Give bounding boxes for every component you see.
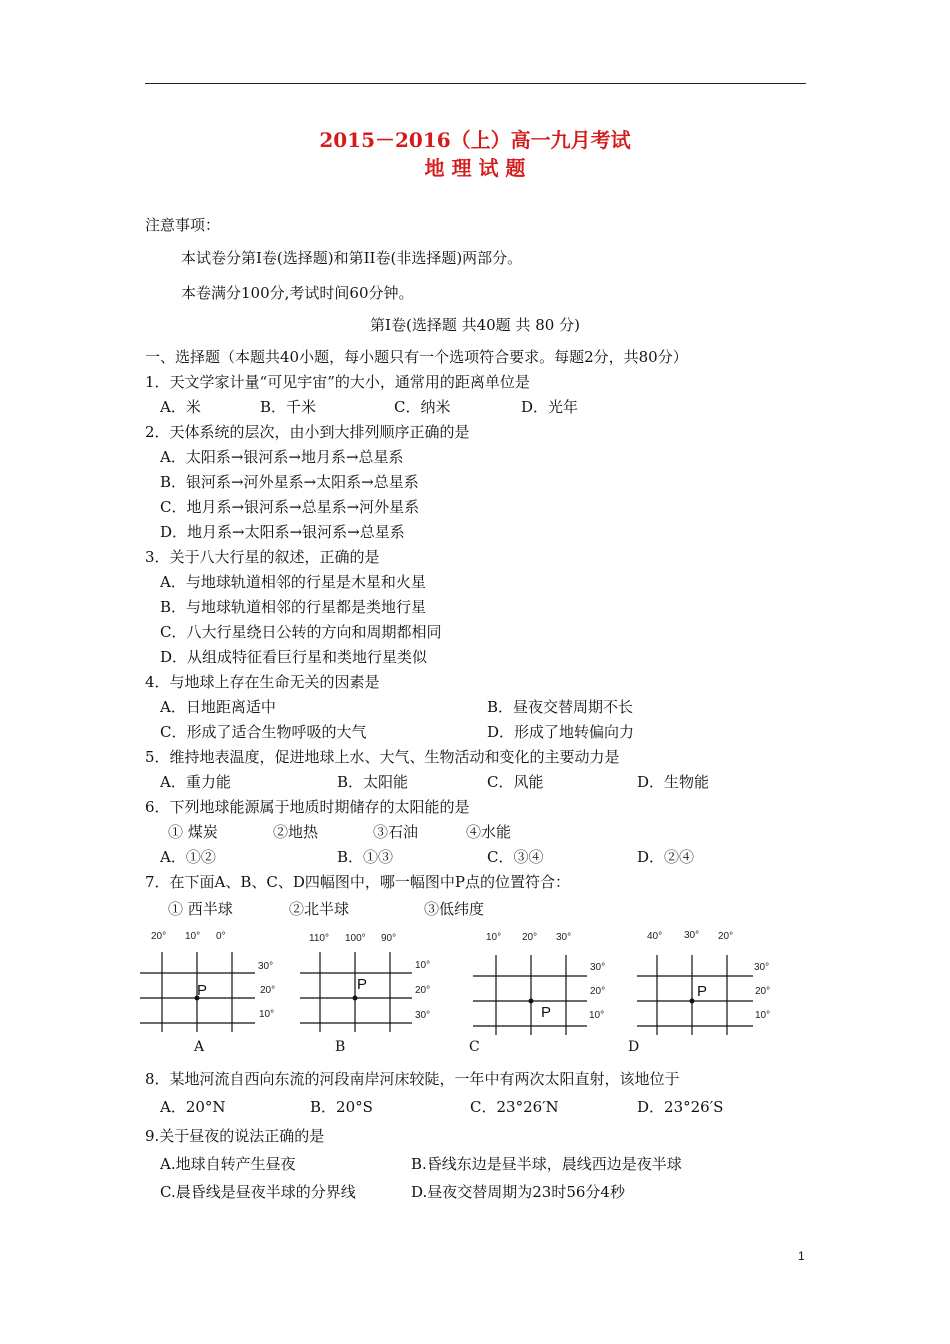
question-2-option-b: B．银河系→河外星系→太阳系→总星系 <box>160 473 419 491</box>
diagram-c-side-label-2: 20° <box>590 986 606 997</box>
diagram-d-label: D <box>628 1039 640 1055</box>
question-5-stem: 5．维持地表温度，促进地球上水、大气、生物活动和变化的主要动力是 <box>145 748 620 766</box>
question-7-item-3: ③低纬度 <box>424 900 485 918</box>
page-number: 1 <box>798 1249 805 1263</box>
notice-heading: 注意事项： <box>145 216 221 234</box>
exam-subject: 地 理 试 题 <box>424 156 526 180</box>
diagram-a-top-label-1: 20° <box>151 931 167 942</box>
question-5-option-d: D．生物能 <box>637 773 710 791</box>
diagram-d-point-label: P <box>697 983 708 1000</box>
diagram-d-side-label-3: 10° <box>755 1010 771 1021</box>
diagram-d-point <box>690 999 695 1004</box>
question-6-option-a: A．①② <box>160 848 216 866</box>
question-8-option-b: B．20°S <box>310 1098 373 1116</box>
diagram-b-point-label: P <box>357 976 368 993</box>
question-2-option-d: D．地月系→太阳系→银河系→总星系 <box>160 523 405 541</box>
diagram-c-top-label-1: 10° <box>486 932 502 943</box>
question-3-option-a: A．与地球轨道相邻的行星是木星和火星 <box>160 573 426 591</box>
question-2-option-a: A．太阳系→银河系→地月系→总星系 <box>160 448 404 466</box>
diagram-c-top-label-2: 20° <box>522 932 538 943</box>
question-5-option-b: B．太阳能 <box>337 773 409 791</box>
question-3-stem: 3．关于八大行星的叙述，正确的是 <box>145 548 380 566</box>
question-7-item-1: ① 西半球 <box>168 900 233 918</box>
question-6-item-2: ②地热 <box>273 823 319 841</box>
question-4-option-d: D．形成了地转偏向力 <box>487 723 635 741</box>
diagram-b-top-label-2: 100° <box>345 933 366 944</box>
question-4-option-a: A．日地距离适中 <box>160 698 276 716</box>
diagram-c-label: C <box>469 1039 480 1055</box>
question-6-option-b: B．①③ <box>337 848 394 866</box>
question-7-item-2: ②北半球 <box>289 900 350 918</box>
question-5-option-c: C．风能 <box>487 773 544 791</box>
exam-title: 2015－2016（上）高一九月考试 <box>319 128 631 152</box>
question-6-item-3: ③石油 <box>373 823 419 841</box>
diagram-d-side-label-2: 20° <box>755 986 771 997</box>
question-8-stem: 8．某地河流自西向东流的河段南岸河床较陡，一年中有两次太阳直射，该地位于 <box>145 1070 680 1088</box>
diagram-a-side-label-2: 20° <box>260 985 276 996</box>
question-9-option-c: C.晨昏线是昼夜半球的分界线 <box>160 1183 356 1201</box>
question-3-option-c: C．八大行星绕日公转的方向和周期都相同 <box>160 623 442 641</box>
diagram-b-side-label-1: 10° <box>415 960 431 971</box>
diagram-c-point-label: P <box>541 1004 552 1021</box>
question-6-item-1: ① 煤炭 <box>168 823 218 841</box>
diagram-b-side-label-2: 20° <box>415 985 431 996</box>
question-2-stem: 2．天体系统的层次，由小到大排列顺序正确的是 <box>145 423 470 441</box>
notice-line-1: 本试卷分第Ⅰ卷(选择题)和第II卷(非选择题)两部分。 <box>181 249 523 267</box>
question-1-option-b: B．千米 <box>260 398 317 416</box>
diagram-b-side-label-3: 30° <box>415 1010 431 1021</box>
diagram-d-top-label-2: 30° <box>684 930 700 941</box>
diagram-b-point <box>353 996 358 1001</box>
diagram-a-side-label-1: 30° <box>258 961 274 972</box>
question-1-option-c: C．纳米 <box>394 398 451 416</box>
section-title: 第Ⅰ卷(选择题 共40题 共 80 分) <box>370 316 580 334</box>
diagram-c-side-label-3: 10° <box>589 1010 605 1021</box>
question-4-stem: 4．与地球上存在生命无关的因素是 <box>145 673 380 691</box>
diagram-d-top-label-3: 20° <box>718 931 734 942</box>
header-rule <box>145 83 806 84</box>
diagram-c-side-label-1: 30° <box>590 962 606 973</box>
question-1-option-a: A．米 <box>160 398 201 416</box>
diagram-c-point <box>529 999 534 1004</box>
question-3-option-d: D．从组成特征看巨行星和类地行星类似 <box>160 648 428 666</box>
diagram-a-label: A <box>194 1039 205 1055</box>
question-3-option-b: B．与地球轨道相邻的行星都是类地行星 <box>160 598 427 616</box>
diagram-c-grid <box>473 955 593 1035</box>
question-7-stem: 7．在下面A、B、C、D四幅图中，哪一幅图中P点的位置符合： <box>145 873 570 891</box>
question-6-item-4: ④水能 <box>466 823 512 841</box>
notice-line-2: 本卷满分100分,考试时间60分钟。 <box>181 284 414 302</box>
question-1-option-d: D．光年 <box>521 398 579 416</box>
diagram-d-side-label-1: 30° <box>754 962 770 973</box>
diagram-a-top-label-3: 0° <box>216 931 226 942</box>
diagram-c-top-label-3: 30° <box>556 932 572 943</box>
question-5-option-a: A．重力能 <box>160 773 231 791</box>
question-9-option-d: D.昼夜交替周期为23时56分4秒 <box>411 1183 625 1201</box>
question-6-stem: 6．下列地球能源属于地质时期储存的太阳能的是 <box>145 798 470 816</box>
diagram-b-label: B <box>335 1039 346 1055</box>
question-6-option-d: D．②④ <box>637 848 695 866</box>
diagram-a-point-label: P <box>197 982 208 999</box>
question-8-option-c: C．23°26′N <box>470 1098 559 1116</box>
section-intro: 一、选择题（本题共40小题，每小题只有一个选项符合要求。每题2分，共80分） <box>145 348 688 366</box>
question-8-option-a: A．20°N <box>160 1098 226 1116</box>
diagram-d-top-label-1: 40° <box>647 931 663 942</box>
question-4-option-c: C．形成了适合生物呼吸的大气 <box>160 723 367 741</box>
question-9-stem: 9.关于昼夜的说法正确的是 <box>145 1127 325 1145</box>
question-8-option-d: D．23°26′S <box>637 1098 724 1116</box>
question-4-option-b: B．昼夜交替周期不长 <box>487 698 634 716</box>
question-2-option-c: C．地月系→银河系→总星系→河外星系 <box>160 498 420 516</box>
question-9-option-a: A.地球自转产生昼夜 <box>160 1155 296 1173</box>
question-1-stem: 1．天文学家计量“可见宇宙”的大小，通常用的距离单位是 <box>145 373 530 391</box>
question-9-option-b: B.昏线东边是昼半球，晨线西边是夜半球 <box>411 1155 682 1173</box>
question-6-option-c: C．③④ <box>487 848 544 866</box>
diagram-a-side-label-3: 10° <box>259 1009 275 1020</box>
diagram-b-top-label-3: 90° <box>381 933 397 944</box>
diagram-b-top-label-1: 110° <box>309 933 329 944</box>
diagram-a-top-label-2: 10° <box>185 931 201 942</box>
